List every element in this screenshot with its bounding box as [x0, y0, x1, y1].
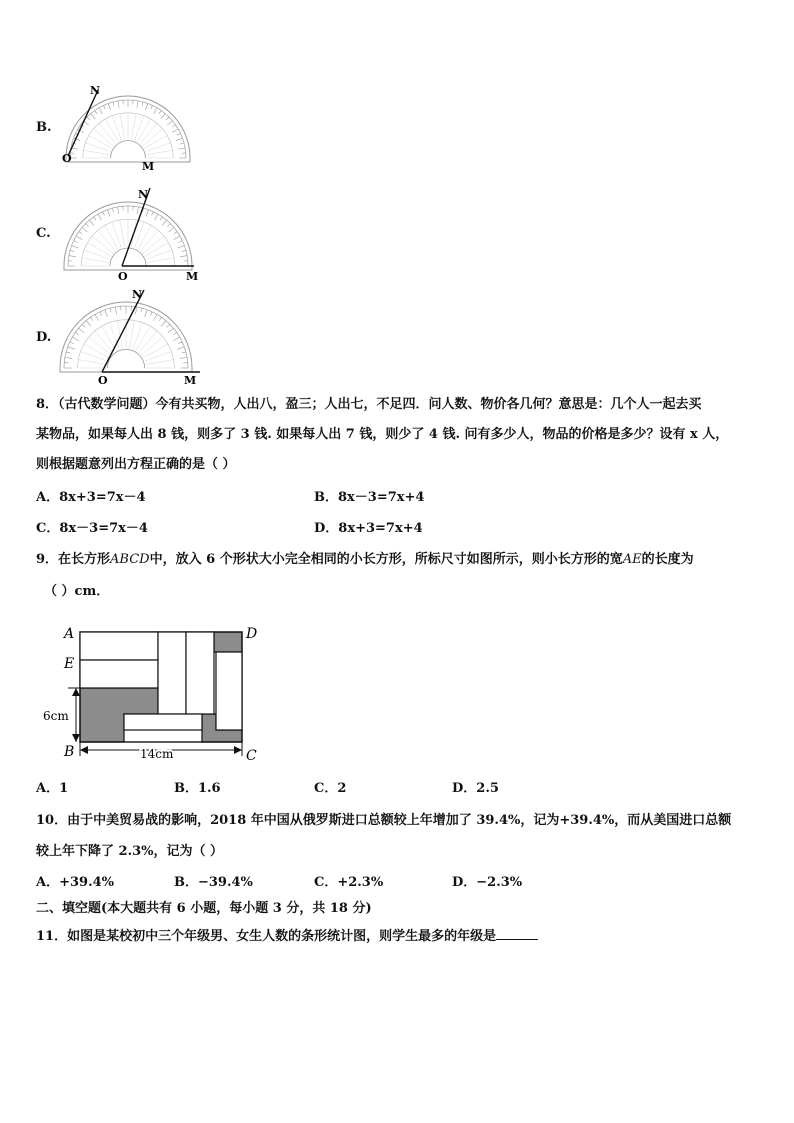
q9-option-b: B．1.6 — [174, 781, 221, 796]
label-m: M — [142, 160, 155, 173]
q8-line2: 某物品，如果每人出 8 钱，则多了 3 钱. 如果每人出 7 钱，则少了 4 钱. 问有多少人，物品的价格是多少？设有 x 人， — [36, 427, 729, 442]
q8-option-b: B．8x－3=7x+4 — [314, 490, 425, 505]
q9-option-c: C．2 — [314, 781, 347, 796]
q9-line2: （ ）cm． — [44, 584, 110, 599]
q8-line1: 8．（古代数学问题）今有共买物，人出八，盈三；人出七，不足四．问人数、物价各几何？意思是：几个人一起去买 — [36, 397, 702, 412]
section-heading: 二、填空题(本大题共有 6 小题，每小题 3 分，共 18 分) — [36, 901, 372, 916]
label-o: O — [62, 152, 72, 165]
option-b-label: B. — [36, 120, 52, 135]
q8-option-a: A．8x+3=7x－4 — [36, 490, 146, 505]
q9-option-d: D．2.5 — [452, 781, 499, 796]
q8-option-c: C．8x－3=7x－4 — [36, 521, 148, 536]
label-n: N — [90, 84, 101, 97]
label-o: O — [98, 374, 108, 387]
q10-option-d: D．−2.3% — [452, 875, 523, 890]
label-d: D — [246, 626, 258, 642]
label-b: B — [64, 744, 75, 760]
label-m: M — [186, 270, 199, 283]
q10-line2: 较上年下降了 2.3%，记为（ ） — [36, 844, 224, 859]
q8-line3: 则根据题意列出方程正确的是（ ） — [36, 457, 236, 472]
label-n: N — [132, 288, 143, 301]
q10-option-c: C．+2.3% — [314, 875, 384, 890]
protractor-figure-c — [66, 186, 216, 286]
label-n: N — [138, 188, 149, 201]
option-c-label: C. — [36, 226, 51, 241]
label-height: 6cm — [43, 709, 69, 723]
q8-option-d: D．8x+3=7x+4 — [314, 521, 423, 536]
q9-line1: 9．在长方形ABCD中，放入 6 个形状大小完全相同的小长方形，所标尺寸如图所示，则小长方形的宽AE的长度为 — [36, 552, 694, 567]
label-e: E — [64, 656, 75, 672]
label-m: M — [184, 374, 197, 387]
option-d-label: D. — [36, 330, 52, 345]
label-o: O — [118, 270, 128, 283]
protractor-figure-d — [58, 286, 218, 386]
label-a: A — [64, 626, 75, 642]
q10-option-a: A．+39.4% — [36, 875, 114, 890]
q11-line: 11．如图是某校初中三个年级男、女生人数的条形统计图，则学生最多的年级是 — [36, 927, 538, 946]
q9-option-a: A．1 — [36, 781, 69, 796]
label-width: 14cm — [140, 747, 174, 761]
q10-option-b: B．−39.4% — [174, 875, 253, 890]
q10-line1: 10．由于中美贸易战的影响，2018 年中国从俄罗斯进口总额较上年增加了 39.4%，记为+39.4%，而从美国进口总额 — [36, 813, 732, 828]
protractor-figure-b — [60, 82, 200, 172]
label-c: C — [246, 748, 257, 764]
answer-blank — [496, 927, 538, 940]
rectangle-figure — [40, 622, 270, 762]
